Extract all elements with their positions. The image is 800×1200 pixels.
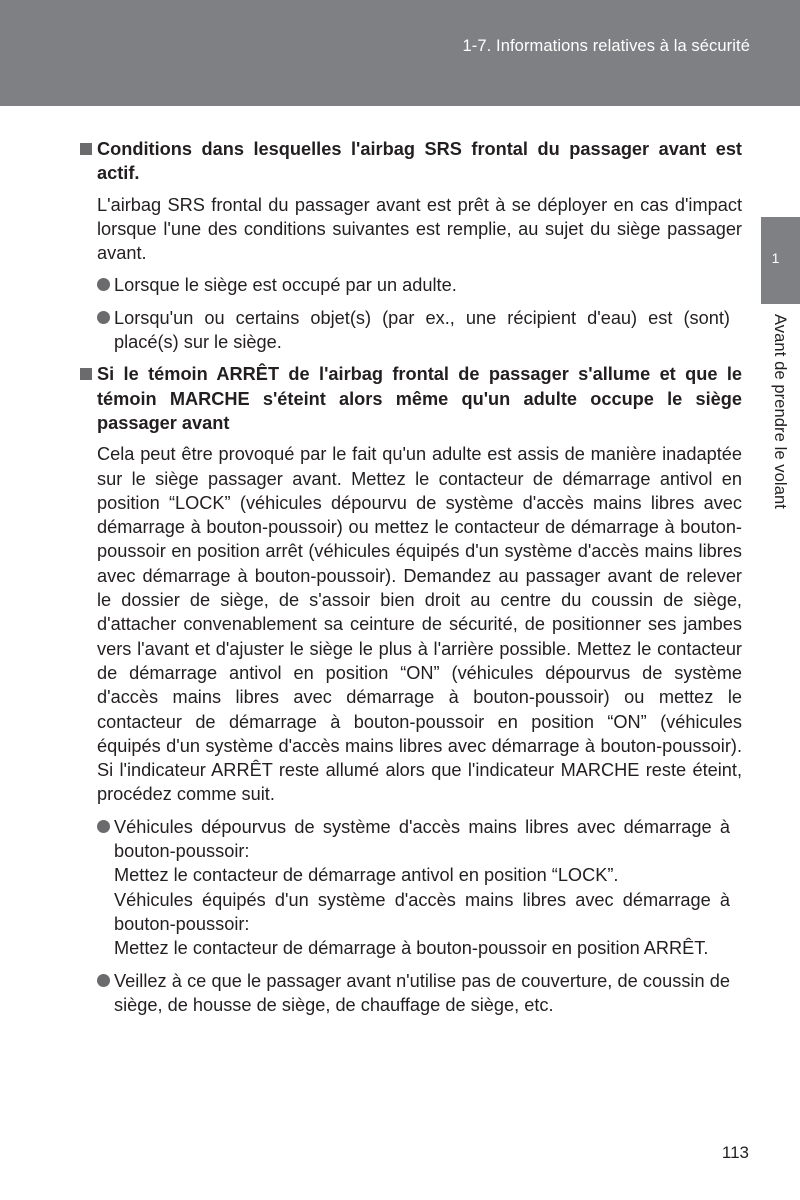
list-item — [78, 815, 730, 961]
body-paragraph: Cela peut être provoqué par le fait qu'un adulte est assis de manière inadaptée sur le siège passager avant. Mettez le contacteur de démarrage antivol en position “LOCK” (véhicules dépourvu de système d'accès mains libres avec démarrage à bouton-poussoir) ou mettez le contacteur de démarrage à bouton-poussoir en position arrêt (véhicules équipés d'un système d'accès mains libres avec démarrage à bouton-poussoir). Demandez au passager avant de relever le dossier de siège, de s'assoir bien droit au centre du coussin de siège, d'attacher convenablement sa ceinture de sécurité, de positionner ses jambes vers l'avant et d'ajuster le siège le plus à l'arrière possible. Mettez le contacteur de démarrage antivol en position “ON” (véhicules dépourvus de système d'accès mains libres avec démarrage à bouton-poussoir) ou mettez le contacteur de démarrage à bouton-poussoir en position “ON” (véhicules équipés d'un système d'accès mains libres avec démarrage à bouton-poussoir). Si l'indicateur ARRÊT reste allumé alors que l'indicateur MARCHE reste éteint, procédez comme suit. — [97, 444, 742, 805]
round-bullet-icon — [97, 974, 110, 987]
main-content — [78, 137, 742, 1025]
section-heading — [78, 362, 742, 435]
page-number: 113 — [721, 1143, 749, 1162]
list-item-text: Véhicules équipés d'un système d'accès mains libres avec démarrage à bouton-poussoir: — [114, 889, 730, 934]
list-item-text: Lorsque le siège est occupé par un adulte. — [114, 275, 457, 296]
body-paragraph: L'airbag SRS frontal du passager avant est prêt à se déployer en cas d'impact lorsque l'une des conditions suivantes est remplie, au sujet du siège passager avant. — [97, 194, 742, 264]
list-item-text: Mettez le contacteur de démarrage antivol en position “LOCK”. — [114, 865, 619, 886]
round-bullet-icon — [97, 820, 110, 833]
square-bullet-icon — [80, 143, 92, 155]
round-bullet-icon — [97, 278, 110, 291]
list-item — [78, 273, 730, 297]
section-title: 1-7. Informations relatives à la sécurité — [462, 37, 750, 55]
chapter-number: 1 — [771, 250, 780, 266]
page-header — [0, 0, 800, 106]
list-item-text: Veillez à ce que le passager avant n'utilise pas de couverture, de coussin de siège, de housse de siège, de chauffage de siège, etc. — [114, 970, 730, 1015]
list-item-text: Mettez le contacteur de démarrage à bouton-poussoir en position ARRÊT. — [114, 938, 709, 959]
square-bullet-icon — [80, 368, 92, 380]
list-item — [78, 306, 730, 355]
section-heading — [78, 137, 742, 186]
list-item-text: Lorsqu'un ou certains objet(s) (par ex., une récipient d'eau) est (sont) placé(s) sur le siège. — [114, 307, 730, 353]
heading-text: Si le témoin ARRÊT de l'airbag frontal de passager s'allume et que le témoin MARCHE s'éteint alors même qu'un adulte occupe le siège passager avant — [97, 364, 742, 433]
list-item-text: Véhicules dépourvus de système d'accès mains libres avec démarrage à bouton-poussoir: — [114, 816, 730, 862]
chapter-title: Avant de prendre le volant — [771, 314, 789, 509]
heading-text: Conditions dans lesquelles l'airbag SRS frontal du passager avant est actif. — [97, 139, 742, 184]
round-bullet-icon — [97, 311, 110, 324]
chapter-tab — [761, 217, 800, 304]
list-item — [78, 969, 730, 1018]
